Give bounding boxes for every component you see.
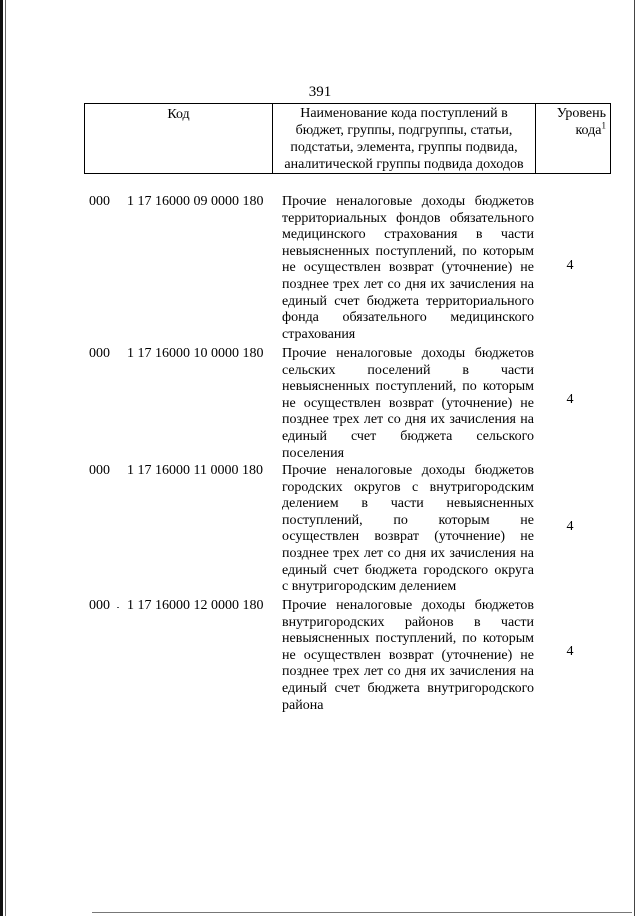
row-income-code: 1 17 16000 09 0000 180: [127, 194, 264, 209]
row-admin-code: 000: [89, 194, 110, 209]
footnote-marker: 1: [601, 120, 606, 131]
header-level-cell: [536, 104, 611, 174]
scan-edge-left-inner: [5, 0, 6, 916]
scan-edge-bottom: [92, 912, 632, 913]
table-header: [84, 103, 611, 174]
header-name-line: бюджет, группы, подгруппы, статьи,: [295, 123, 513, 138]
row-income-code: 1 17 16000 10 0000 180: [127, 346, 264, 361]
row-level: 4: [566, 258, 574, 273]
header-level-label-2: кода$^1$: [575, 120, 606, 138]
row-description: Прочие неналоговые доходы бюджетов территориальных фондов обязательного медицинского страхования в части невыясненных поступлений, по которым не осуществлен возврат (уточнение) не позднее трех лет со дня их зачисления на единый счет бюджета территориального фонда обязательного медицинского страхования: [282, 194, 534, 342]
header-code-label: Код: [167, 107, 190, 122]
row-description: Прочие неналоговые доходы бюджетов городских округов с внутригородским делением в части невыясненных поступлений, по которым не осуществлен возврат (уточнение) не позднее трех лет со дня их зачисления на единый счет бюджета городского округа с внутригородским делением: [282, 463, 534, 595]
header-name-line: аналитической группы подвида доходов: [284, 157, 524, 172]
row-admin-code: 000: [89, 598, 110, 613]
header-code-cell: [85, 104, 273, 174]
row-admin-code: 000: [89, 463, 110, 478]
scan-edge-right: [634, 0, 635, 916]
scan-edge-left: [0, 0, 3, 916]
row-level: 4: [566, 519, 574, 534]
scan-dot: [117, 607, 119, 608]
header-name-line: подстатьи, элемента, группы подвида,: [290, 140, 518, 155]
row-admin-code: 000: [89, 346, 110, 361]
row-level: 4: [566, 644, 574, 659]
row-description: Прочие неналоговые доходы бюджетов внутригородских районов в части невыясненных поступлений, по которым не осуществлен возврат (уточнение) не позднее трех лет со дня их зачисления на единый счет бюджета внутригородского района: [282, 598, 534, 713]
row-income-code: 1 17 16000 12 0000 180: [127, 598, 264, 613]
header-name-cell: [273, 104, 536, 174]
page-number: 391: [308, 84, 332, 100]
row-description: Прочие неналоговые доходы бюджетов сельских поселений в части невыясненных поступлений, по которым не осуществлен возврат (уточнение) не позднее трех лет со дня их зачисления на единый счет бюджета сельского поселения: [282, 346, 534, 461]
row-income-code: 1 17 16000 11 0000 180: [127, 463, 263, 478]
row-level: 4: [566, 392, 574, 407]
header-name-line: Наименование кода поступлений в: [300, 106, 508, 121]
header-level-label: Уровень: [556, 106, 606, 121]
